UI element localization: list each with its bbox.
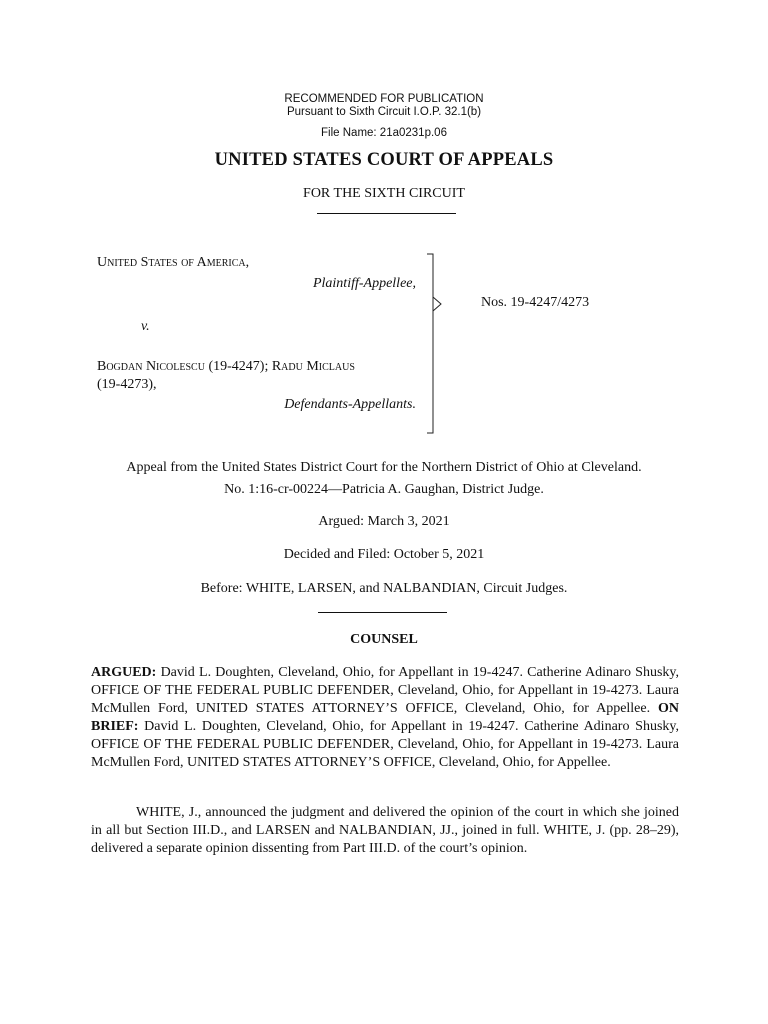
defendants-line2: (19-4273), [97,377,157,392]
publication-rule: Pursuant to Sixth Circuit I.O.P. 32.1(b) [286,106,482,118]
opinion-paragraph [91,804,679,858]
decided-date: Decided and Filed: October 5, 2021 [283,547,485,562]
counsel-paragraph [91,664,679,772]
brief-text: David L. Doughten, Cleveland, Ohio, for Appellant in 19-4247. Catherine Adinaro Shusky, OFFICE OF THE FEDERAL PUBLIC DEFENDER, Cleveland, Ohio, for Appellant in 19-4273. Laura McMullen Ford, UNITED STATES ATTORNEY’S OFFICE, Cleveland, Ohio, for Appellee. [91,719,679,770]
court-name: UNITED STATES COURT OF APPEALS [214,150,554,170]
case-numbers: Nos. 19-4247/4273 [481,295,590,310]
appeal-origin: Appeal from the United States District Court for the Northern District of Ohio at Cleveland. [126,460,642,475]
file-name: File Name: 21a0231p.06 [321,127,447,139]
plaintiff-name: United States of America, [97,255,250,270]
circuit-name: FOR THE SIXTH CIRCUIT [303,186,465,201]
defendants-role: Defendants-Appellants. [284,397,416,412]
defendant-1-docket: (19-4247); [204,359,272,374]
argued-date: Argued: March 3, 2021 [318,514,450,529]
defendants-line1 [97,359,355,375]
publication-status: RECOMMENDED FOR PUBLICATION [284,93,484,105]
header-rule [317,213,456,214]
counsel-heading: COUNSEL [350,632,418,647]
panel-judges: Before: WHITE, LARSEN, and NALBANDIAN, Circuit Judges. [200,581,568,596]
panel-rule [318,612,447,613]
versus: v. [141,319,150,334]
caption-bracket [425,252,445,438]
defendant-1-name: Bogdan Nicolescu [97,359,205,374]
defendant-2-name: Radu Miclaus [271,359,355,374]
argued-label: ARGUED: [91,665,157,680]
district-docket: No. 1:16-cr-00224—Patricia A. Gaughan, District Judge. [224,482,544,497]
opinion-text: WHITE, J., announced the judgment and delivered the opinion of the court in which she joined in all but Section III.D., and LARSEN and NALBANDIAN, JJ., joined in full. WHITE, J. (pp. 28–29), delivered a separate opinion dissenting from Part III.D. of the court’s opinion. [91,805,679,856]
plaintiff-role: Plaintiff-Appellee, [312,276,416,291]
brief-label: ON BRIEF: [91,701,679,734]
argued-text: David L. Doughten, Cleveland, Ohio, for Appellant in 19-4247. Catherine Adinaro Shusky, OFFICE OF THE FEDERAL PUBLIC DEFENDER, Cleveland, Ohio, for Appellant in 19-4273. Laura McMullen Ford, UNITED STATES ATTORNEY’S OFFICE, Cleveland, Ohio, for Appellee. [91,665,679,716]
